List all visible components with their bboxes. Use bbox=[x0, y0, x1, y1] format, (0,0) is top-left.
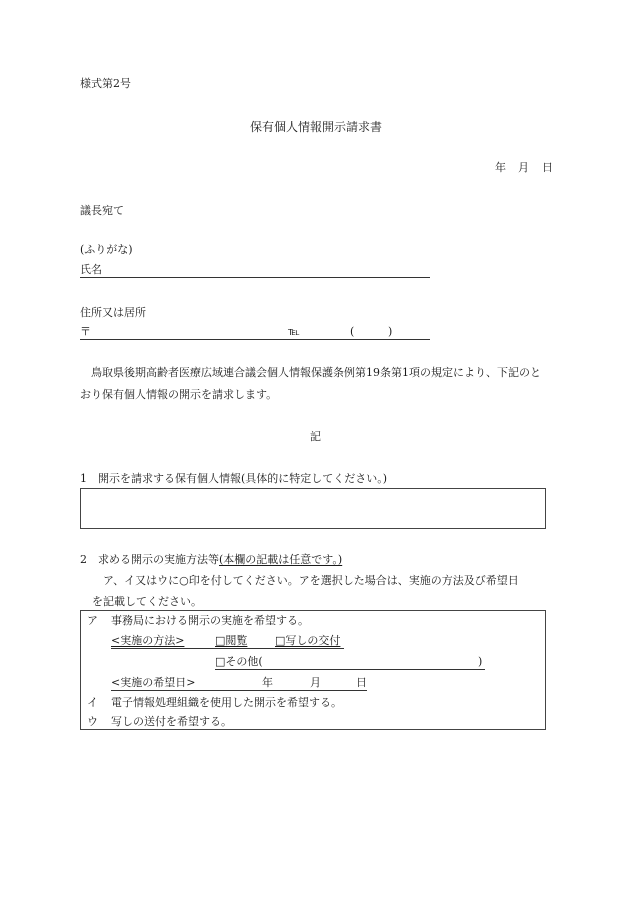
method-underline bbox=[111, 648, 344, 649]
other-field-line[interactable] bbox=[215, 669, 485, 670]
option-a-mark[interactable]: ア bbox=[87, 614, 98, 627]
option-i-text: 電子情報処理組織を使用した開示を希望する。 bbox=[111, 696, 342, 709]
form-number: 様式第2号 bbox=[80, 77, 131, 90]
section2-instruction-2: を記載してください。 bbox=[92, 595, 202, 608]
section2-heading-main: 2 求める開示の実施方法等 bbox=[80, 553, 219, 566]
section1-heading: 1 開示を請求する保有個人情報(具体的に特定してください。) bbox=[80, 472, 388, 485]
name-label: 氏名 bbox=[80, 263, 102, 276]
date-year-label: 年 bbox=[495, 161, 506, 174]
tel-paren-open: ( bbox=[350, 325, 355, 338]
checkbox-copy[interactable]: □写しの交付 bbox=[275, 634, 341, 647]
body-line-2: おり保有個人情報の開示を請求します。 bbox=[80, 388, 278, 401]
date-day-label: 日 bbox=[542, 161, 553, 174]
page-title: 保有個人情報開示請求書 bbox=[250, 120, 383, 134]
section1-input-box[interactable] bbox=[80, 488, 546, 529]
desired-date-line[interactable] bbox=[111, 690, 367, 691]
address-field-line[interactable] bbox=[80, 339, 430, 340]
section2-heading bbox=[80, 553, 342, 567]
desired-date-year: 年 bbox=[262, 676, 273, 689]
tel-label: ℡ bbox=[288, 325, 300, 338]
address-label: 住所又は居所 bbox=[80, 306, 146, 319]
name-field-line[interactable] bbox=[80, 277, 430, 278]
option-i-mark[interactable]: イ bbox=[87, 696, 98, 709]
desired-date-label: <実施の希望日> bbox=[111, 676, 196, 689]
option-a-text: 事務局における開示の実施を希望する。 bbox=[111, 614, 309, 627]
ki-heading: 記 bbox=[310, 430, 321, 443]
date-month-label: 月 bbox=[518, 161, 529, 174]
section2-instruction-1: ア、イ又はウに○印を付してください。アを選択した場合は、実施の方法及び希望日 bbox=[103, 574, 519, 587]
checkbox-view[interactable]: □閲覧 bbox=[215, 634, 248, 647]
options-box bbox=[80, 610, 546, 730]
body-line-1: 鳥取県後期高齢者医療広域連合議会個人情報保護条例第19条第1項の規定により、下記のと bbox=[91, 366, 541, 379]
section2-heading-note: (本欄の記載は任意です。) bbox=[219, 553, 343, 566]
checkbox-other[interactable]: □その他( bbox=[215, 655, 263, 668]
desired-date-day: 日 bbox=[356, 676, 367, 689]
furigana-label: (ふりがな) bbox=[80, 243, 133, 256]
postal-mark: 〒 bbox=[80, 325, 91, 338]
method-label: <実施の方法> bbox=[111, 634, 185, 647]
tel-paren-close: ) bbox=[388, 325, 393, 338]
option-u-text: 写しの送付を希望する。 bbox=[111, 715, 232, 728]
desired-date-month: 月 bbox=[310, 676, 321, 689]
option-u-mark[interactable]: ウ bbox=[87, 715, 98, 728]
addressee: 議長宛て bbox=[80, 204, 124, 217]
other-paren-close: ) bbox=[478, 655, 483, 668]
